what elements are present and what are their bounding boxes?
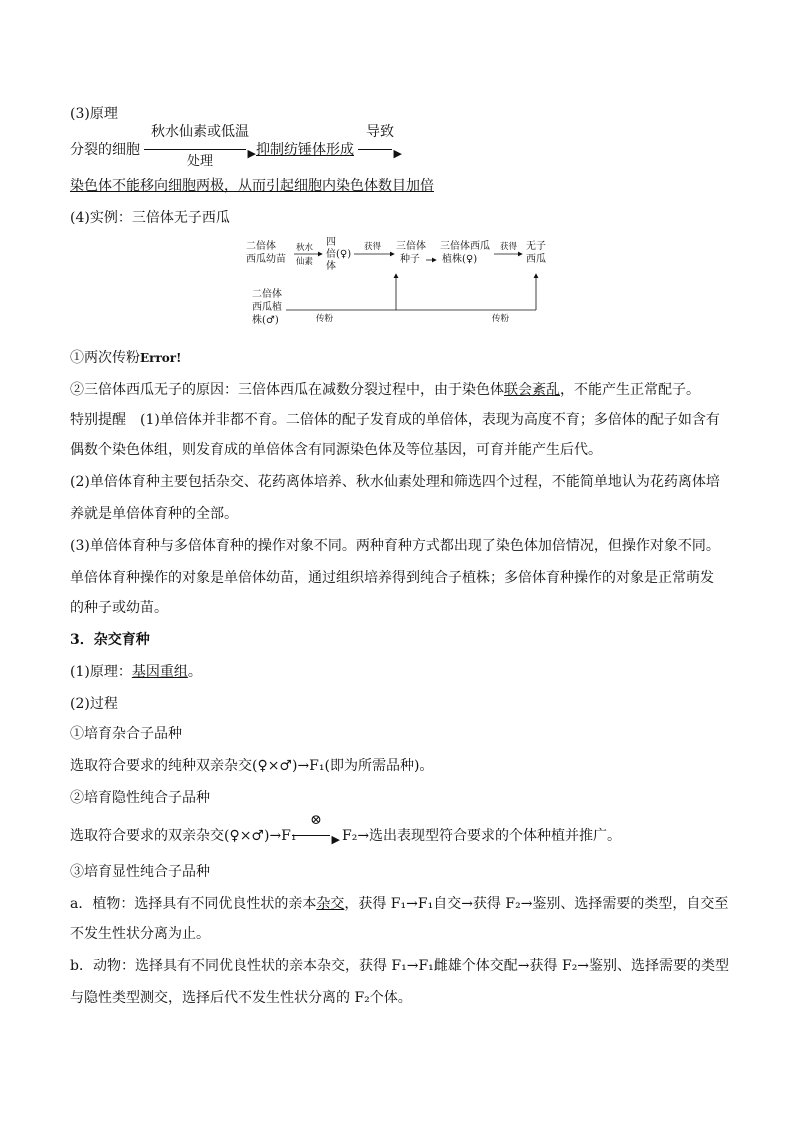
paragraph-3-line-3: 的种子或幼苗。: [70, 600, 168, 616]
colchicine-label: 秋水: [296, 243, 314, 253]
note-text: ①两次传粉: [70, 350, 140, 366]
principle-flow: [70, 124, 730, 169]
tetraploid-label-3: 体: [326, 261, 336, 272]
triploid-seed-label-2: 种子: [400, 254, 420, 265]
arrow-colchicine: [144, 124, 256, 169]
note-text: ②三倍体西瓜无子的原因：三倍体西瓜在减数分裂过程中，由于染色体: [70, 382, 504, 398]
diploid-plant-label-3: 株(♂): [252, 315, 279, 326]
diploid-seedling-label-2: 西瓜幼苗: [246, 254, 286, 265]
plant-text: ，获得 F₁→F₁自交→获得 F₂→鉴别、选择需要的类型，自交至: [344, 896, 729, 912]
paragraph-3-line-2: 单倍体育种操作的对象是单倍体幼苗，通过组织培养得到纯合子植株；多倍体育种操作的对象是正常萌发: [70, 570, 714, 586]
hybrid-recessive-text: [70, 812, 730, 846]
arrow-lead-to-label: 导致: [366, 124, 394, 140]
principle-result: 染色体不能移向细胞两极，从而引起细胞内染色体数目加倍: [70, 178, 434, 194]
principle-value: 基因重组: [131, 664, 188, 680]
tetraploid-label: 四: [326, 237, 336, 248]
triploid-seed-label: 三倍体: [396, 241, 426, 252]
arrow-line: [144, 149, 246, 150]
hybrid-heterozygous-text: 选取符合要求的纯种双亲杂交(♀×♂)→F₁(即为所需品种)。: [70, 758, 434, 774]
hybrid-process: (2)过程: [70, 696, 118, 712]
arrow-head-icon: ▶: [247, 147, 256, 160]
principle-middle: 抑制纺锤体形成: [256, 142, 354, 158]
arrow-line: [292, 835, 330, 836]
note-underline: 联会紊乱: [504, 382, 560, 398]
section-heading-hybrid: 3．杂交育种: [70, 632, 150, 648]
hybrid-dominant-heading: ③培育显性纯合子品种: [70, 864, 210, 880]
paragraph-2-line-2: 养就是单倍体育种的全部。: [70, 506, 238, 522]
pollinate-label-2: 传粉: [492, 314, 510, 324]
diploid-plant-label: 二倍体: [252, 289, 282, 300]
note-two-pollinations: [70, 348, 181, 368]
recessive-text-part2: F₂→选出表现型符合要求的个体种植并推广。: [342, 828, 622, 844]
principle-start: 分裂的细胞: [70, 142, 140, 158]
error-text: Error!: [140, 351, 182, 365]
seedless-watermelon-diagram: [246, 237, 556, 336]
animal-line-2: 与隐性类型测交，选择后代不发生性状分离的 F₂个体。: [70, 990, 412, 1006]
hybrid-heterozygous-heading: ①培育杂合子品种: [70, 726, 182, 742]
arrow-head-icon: ▶: [393, 147, 402, 160]
seedless-label-2: 西瓜: [526, 254, 546, 265]
hybrid-recessive-heading: ②培育隐性纯合子品种: [70, 790, 210, 806]
arrow-colchicine-label: 秋水仙素或低温: [151, 124, 249, 140]
selfing-symbol-icon: ⊗: [310, 812, 322, 828]
tip-line-2: 偶数个染色体组，则发育成的单倍体含有同源染色体及等位基因，可育并能产生后代。: [70, 442, 602, 458]
pollinate-label-1: 传粉: [316, 314, 334, 324]
obtain-label-2: 获得: [500, 242, 518, 252]
arrow-head-icon: ▶: [331, 833, 340, 846]
section-heading-example: (4)实例：三倍体无子西瓜: [70, 210, 230, 226]
tetraploid-label-2: 倍(♀): [326, 249, 352, 260]
note-text: ，不能产生正常配子。: [560, 382, 700, 398]
label-text: 。: [187, 664, 202, 680]
tip-line-1: 特别提醒 (1)单倍体并非都不育。二倍体的配子发育成的单倍体，表现为高度不育；多倍体的配子如含有: [70, 412, 720, 428]
triploid-plant-label-2: 植株(♀): [442, 254, 478, 265]
arrow-line: [358, 149, 392, 150]
hybrid-principle: [70, 662, 202, 682]
section-heading-principle: (3)原理: [70, 106, 118, 122]
diploid-plant-label-2: 西瓜植: [252, 302, 282, 313]
label-text: (1)原理：: [70, 664, 132, 680]
colchicine-label-2: 仙素: [296, 257, 314, 267]
plant-text: a．植物：选择具有不同优良性状的亲本: [70, 896, 317, 912]
seedless-label: 无子: [526, 241, 546, 252]
arrow-lead-to: [358, 124, 402, 160]
paragraph-3-line-1: (3)单倍体育种与多倍体育种的操作对象不同。两种育种方式都出现了染色体加倍情况，但操作对象不同。: [70, 538, 720, 554]
plant-line-2: 不发生性状分离为止。: [70, 926, 210, 942]
animal-line-1: b．动物：选择具有不同优良性状的亲本杂交，获得 F₁→F₁雌雄个体交配→获得 F₂→鉴别、选择需要的类型: [70, 958, 730, 974]
note-seedless-reason: [70, 380, 700, 400]
plant-underline: 杂交: [316, 896, 345, 912]
obtain-label-1: 获得: [364, 242, 382, 252]
paragraph-2-line-1: (2)单倍体育种主要包括杂交、花药离体培养、秋水仙素处理和筛选四个过程，不能简单地认为花药离体培: [70, 474, 720, 490]
arrow-colchicine-sublabel: 处理: [186, 154, 213, 169]
selfing-arrow: [292, 812, 340, 846]
recessive-text-part1: 选取符合要求的双亲杂交(♀×♂)→F₁: [70, 828, 297, 844]
triploid-plant-label: 三倍体西瓜: [440, 241, 490, 252]
diploid-seedling-label: 二倍体: [246, 241, 276, 252]
plant-line-1: [70, 894, 728, 914]
